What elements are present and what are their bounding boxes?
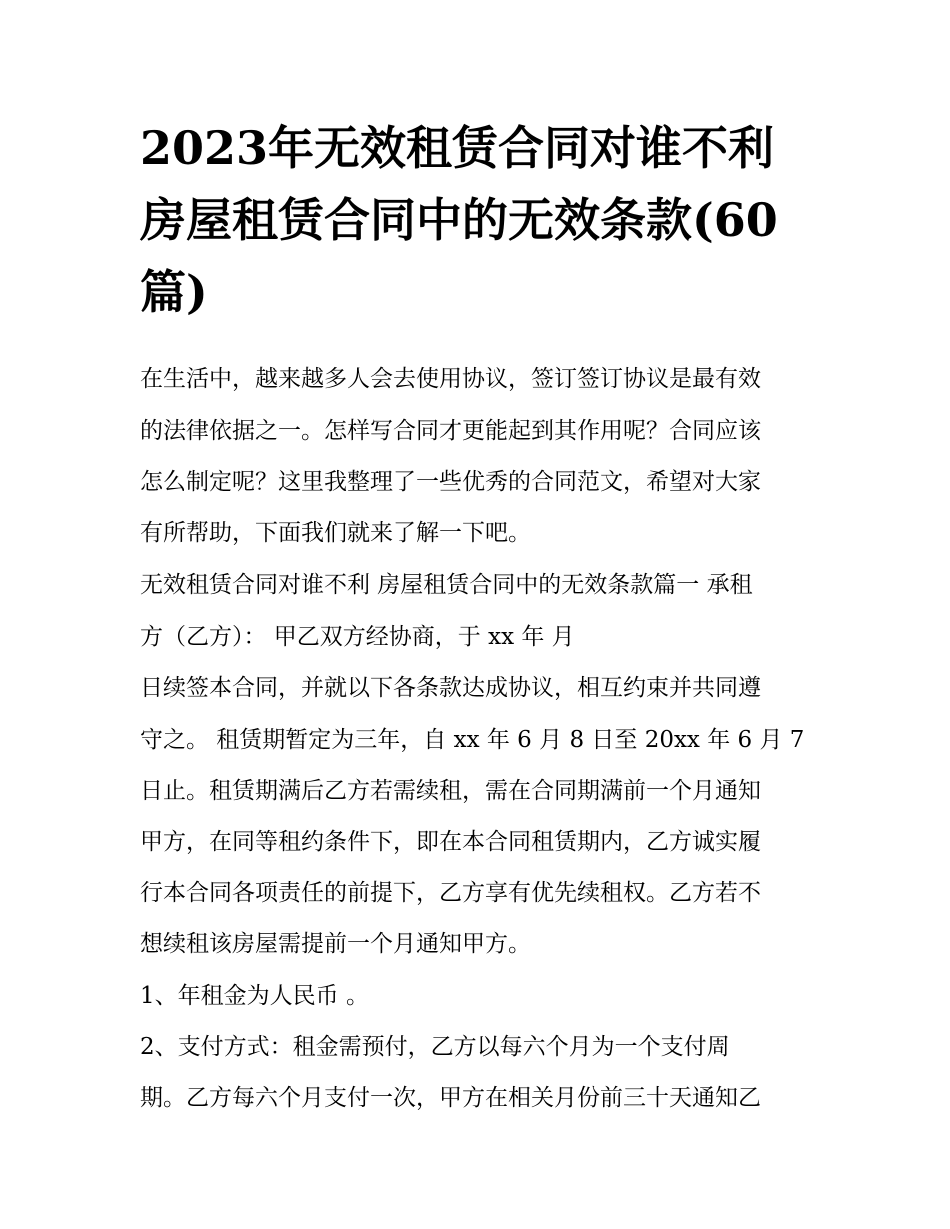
list-item-2-line-2: 期。乙方每六个月支付一次，甲方在相关月份前三十天通知乙 (140, 1085, 761, 1111)
intro-line-4: 有所帮助，下面我们就来了解一下吧。 (140, 520, 531, 546)
body-line-2: 守之。 租赁期暂定为三年，自 xx 年 6 月 8 日至 20xx 年 6 月 7 (140, 727, 805, 753)
section-heading-line-1: 无效租赁合同对谁不利 房屋租赁合同中的无效条款篇一 承租 (140, 572, 753, 598)
document-title: 2023年无效租赁合同对谁不利 房屋租赁合同中的无效条款(60 篇) (140, 121, 778, 319)
body-line-4: 甲方，在同等租约条件下，即在本合同租赁期内，乙方诚实履 (140, 829, 761, 855)
intro-line-2: 的法律依据之一。怎样写合同才更能起到其作用呢？合同应该 (140, 418, 761, 444)
body-line-1: 日续签本合同，并就以下各条款达成协议，相互约束并共同遵 (140, 675, 761, 701)
section-heading-line-2: 方（乙方）： 甲乙双方经协商，于 xx 年 月 (140, 624, 575, 650)
intro-line-3: 怎么制定呢？这里我整理了一些优秀的合同范文，希望对大家 (140, 469, 761, 495)
list-item-2-line-1: 2、支付方式：租金需预付，乙方以每六个月为一个支付周 (140, 1034, 730, 1060)
body-line-5: 行本合同各项责任的前提下，乙方享有优先续租权。乙方若不 (140, 880, 761, 906)
body-line-6: 想续租该房屋需提前一个月通知甲方。 (140, 931, 531, 957)
intro-line-1: 在生活中，越来越多人会去使用协议，签订签订协议是最有效 (140, 366, 761, 392)
list-item-1: 1、年租金为人民币 。 (140, 983, 369, 1009)
body-line-3: 日止。租赁期满后乙方若需续租，需在合同期满前一个月通知 (140, 778, 761, 804)
